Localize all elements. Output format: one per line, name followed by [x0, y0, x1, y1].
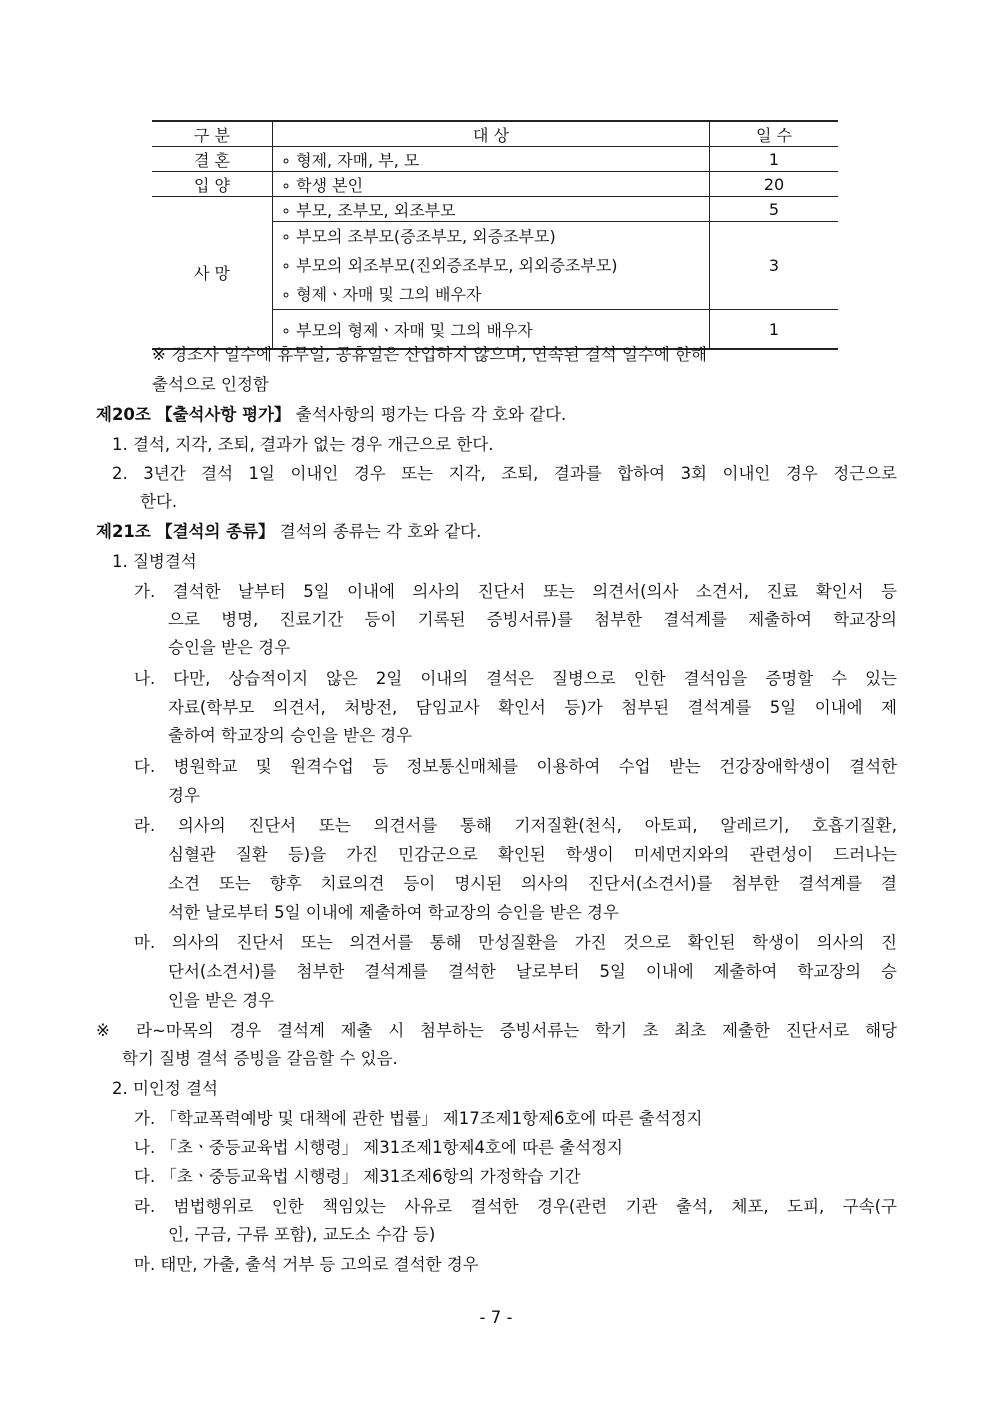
- list-item: 라. 의사의 진단서 또는 의견서를 통해 기저질환(천식, 아토피, 알레르기, 호흡기질환,: [134, 816, 897, 835]
- table-header-row: [152, 121, 838, 147]
- article-text: 결석의 종류는 각 호와 같다.: [279, 522, 482, 541]
- list-item-cont: 석한 날로부터 5일 이내에 제출하여 학교장의 승인을 받은 경우: [168, 903, 619, 922]
- table-note: ※ 경조사 일수에 휴무일, 공휴일은 산입하지 않으며, 연속된 결석 일수에 한해: [152, 345, 707, 364]
- row-days: 1: [710, 310, 839, 350]
- list-item-cont: 단서(소견서)를 첨부한 결석계를 결석한 날로부터 5일 이내에 제출하여 학교장의 승: [168, 962, 897, 981]
- list-item: 가. 결석한 날부터 5일 이내에 의사의 진단서 또는 의견서(의사 소견서, 진료 확인서 등: [134, 582, 897, 601]
- row-category: 결 혼: [152, 147, 273, 172]
- row-days: 20: [710, 172, 839, 197]
- row-target: ∘ 부모의 조부모(증조부모, 외증조부모): [281, 222, 701, 251]
- row-target: ∘ 학생 본인: [273, 172, 710, 197]
- row-category: 사 망: [152, 197, 273, 350]
- row-category: 입 양: [152, 172, 273, 197]
- list-item: 가. 「학교폭력예방 및 대책에 관한 법률」 제17조제1항제6호에 따른 출석정지: [134, 1109, 703, 1128]
- header-target: 대 상: [273, 121, 710, 147]
- list-item: 라. 범법행위로 인한 책임있는 사유로 결석한 경우(관련 기관 출석, 체포, 도피, 구속(구: [134, 1197, 897, 1216]
- list-item-cont: 소견 또는 향후 치료의견 등이 명시된 의사의 진단서(소견서)를 첨부한 결석계를 결: [168, 874, 897, 893]
- leave-days-table: [152, 120, 838, 350]
- list-item: 마. 태만, 가출, 출석 거부 등 고의로 결석한 경우: [134, 1255, 479, 1274]
- article-21-heading: [96, 520, 481, 544]
- row-days: 3: [710, 222, 839, 310]
- row-target-multi: [273, 222, 710, 310]
- table-note: 출석으로 인정함: [152, 375, 269, 394]
- row-target: ∘ 형제ㆍ자매 및 그의 배우자: [281, 280, 701, 309]
- list-item-cont: 인, 구금, 구류 포함), 교도소 수감 등): [168, 1225, 436, 1244]
- article-20-heading: [96, 403, 566, 427]
- list-item: 다. 「초ㆍ중등교육법 시행령」 제31조제6항의 가정학습 기간: [134, 1167, 581, 1186]
- header-category: 구 분: [152, 121, 273, 147]
- section-label: 2. 미인정 결석: [112, 1079, 218, 1098]
- article-title: 【출석사항 평가】: [156, 405, 291, 424]
- table-row: [152, 147, 838, 172]
- list-item-cont: 한다.: [140, 492, 178, 511]
- article-number: 제21조: [96, 522, 151, 541]
- row-days: 1: [710, 147, 839, 172]
- list-item: 나. 「초ㆍ중등교육법 시행령」 제31조제1항제4호에 따른 출석정지: [134, 1138, 623, 1157]
- list-item: 1. 결석, 지각, 조퇴, 결과가 없는 경우 개근으로 한다.: [112, 435, 494, 454]
- list-item-cont: 출하여 학교장의 승인을 받은 경우: [168, 726, 413, 745]
- list-item-cont: 인을 받은 경우: [168, 991, 275, 1010]
- section-note: ※ 라∼마목의 경우 결석계 제출 시 첨부하는 증빙서류는 학기 초 최초 제출한 진단서로 해당: [96, 1021, 897, 1040]
- row-target: ∘ 형제, 자매, 부, 모: [273, 147, 710, 172]
- section-label: 1. 질병결석: [112, 552, 197, 571]
- table-row: [152, 172, 838, 197]
- article-title: 【결석의 종류】: [156, 522, 275, 541]
- header-days: 일 수: [710, 121, 839, 147]
- row-days: 5: [710, 197, 839, 222]
- row-target: ∘ 부모의 외조부모(진외증조부모, 외외증조부모): [281, 251, 701, 280]
- row-target: ∘ 부모의 형제ㆍ자매 및 그의 배우자: [273, 310, 710, 350]
- list-item-cont: 자료(학부모 의견서, 처방전, 담임교사 확인서 등)가 첨부된 결석계를 5일 이내에 제: [168, 698, 897, 717]
- list-item-cont: 으로 병명, 진료기간 등이 기록된 증빙서류)를 첨부한 결석계를 제출하여 학교장의: [168, 610, 897, 629]
- list-item: 마. 의사의 진단서 또는 의견서를 통해 만성질환을 가진 것으로 확인된 학생이 의사의 진: [134, 933, 897, 952]
- article-text: 출석사항의 평가는 다음 각 호와 같다.: [295, 405, 567, 424]
- list-item: 다. 병원학교 및 원격수업 등 정보통신매체를 이용하여 수업 받는 건강장애학생이 결석한: [134, 757, 897, 776]
- table-row: [152, 197, 838, 222]
- page-number: - 7 -: [479, 1308, 513, 1327]
- list-item-cont: 승인을 받은 경우: [168, 638, 291, 657]
- list-item: 나. 다만, 상습적이지 않은 2일 이내의 결석은 질병으로 인한 결석임을 증명할 수 있는: [134, 669, 897, 688]
- section-note-cont: 학기 질병 결석 증빙을 갈음할 수 있음.: [122, 1049, 398, 1068]
- row-target: ∘ 부모, 조부모, 외조부모: [273, 197, 710, 222]
- list-item: 2. 3년간 결석 1일 이내인 경우 또는 지각, 조퇴, 결과를 합하여 3회 이내인 경우 정근으로: [112, 464, 897, 483]
- list-item-cont: 심혈관 질환 등)을 가진 민감군으로 확인된 학생이 미세먼지와의 관련성이 드러나는: [168, 845, 897, 864]
- list-item-cont: 경우: [168, 786, 200, 805]
- article-number: 제20조: [96, 405, 151, 424]
